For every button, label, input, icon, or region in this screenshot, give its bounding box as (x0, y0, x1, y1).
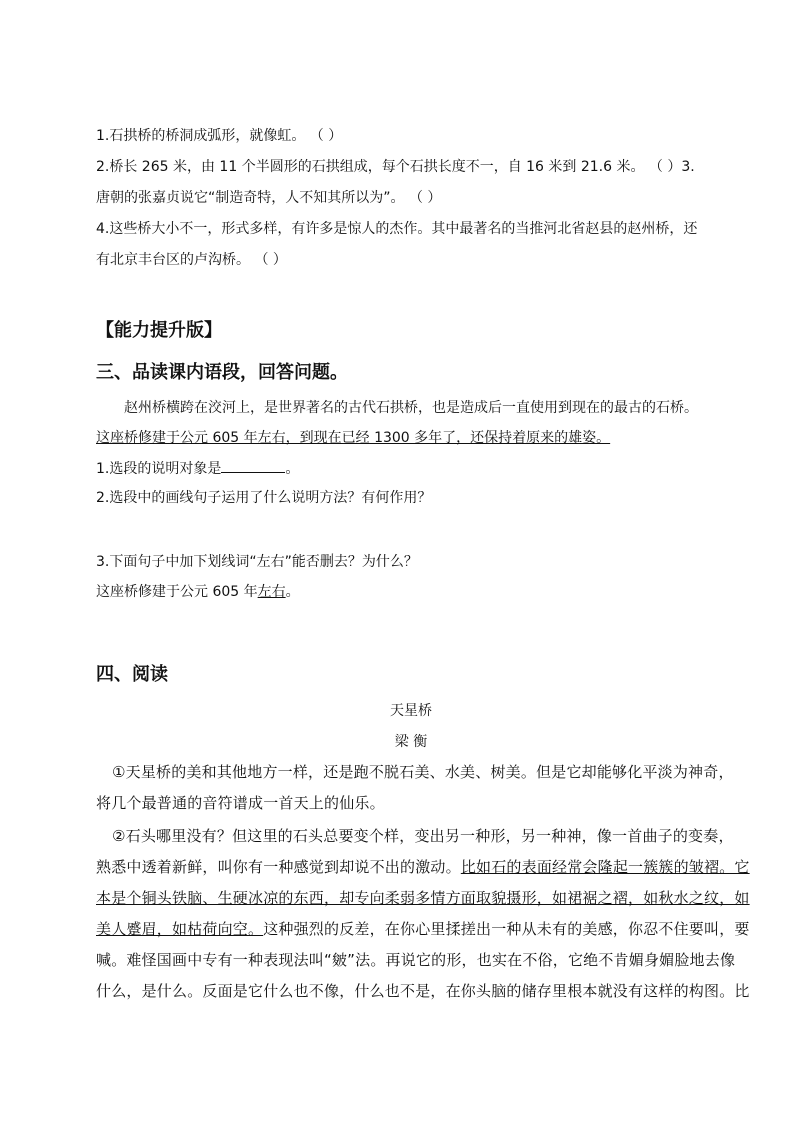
paragraph2-line5: 喊。难怪国画中专有一种表现法叫“皴”法。再说它的形，也实在不俗，它绝不肯媚身媚脸地去像 (96, 951, 736, 969)
paragraph1-line1: ①天星桥的美和其他地方一样，还是跑不脱石美、水美、树美。但是它却能够化平淡为神奇， (112, 763, 734, 781)
p2-line4-plain: 这种强烈的反差，在你心里揉搓出一种从未有的美感，你忍不住要叫，要 (263, 920, 750, 938)
question-2-2: 2.桥长 265 米，由 11 个半圆形的石拱组成，每个石拱长度不一，自 16 米到 21.6 米。 （ ）3. (96, 159, 695, 175)
p2-line3-underlined: 本是个铜头铁脑、生硬冰凉的东西，却专向柔弱多情方面取貌摄形，如裙裾之褶，如秋水之纹，如 (96, 889, 750, 907)
question-2-4-line1: 4.这些桥大小不一，形式多样，有许多是惊人的杰作。其中最著名的当推河北省赵县的赵州桥，还 (96, 221, 698, 237)
question-2-1: 1.石拱桥的桥洞成弧形，就像虹。 （ ） (96, 128, 343, 144)
paragraph2-line1: ②石头哪里没有？但这里的石头总要变个样，变出另一种形，另一种神，像一首曲子的变奏， (112, 827, 734, 845)
p2-line2-plain: 熟悉中透着新鲜，叫你有一种感觉到却说不出的激动。 (96, 858, 461, 876)
q3-sentence-text: 这座桥修建于公元 605 年 (96, 584, 258, 600)
section-ability-title: 【能力提升版】 (96, 320, 222, 341)
paragraph2-line2 (96, 857, 750, 877)
section3-passage-line1: 赵州桥横跨在洨河上，是世界著名的古代石拱桥，也是造成后一直使用到现在的最古的石桥。 (124, 400, 698, 416)
paragraph2-line6: 什么，是什么。反面是它什么也不像，什么也不是，在你头脑的储存里根本就没有这样的构图。比 (96, 982, 750, 1000)
question-2-3: 唐朝的张嘉贞说它“制造奇特，人不知其所以为”。 （ ） (96, 190, 442, 206)
p2-line4-underlined: 美人蹙眉，如枯荷向空。 (96, 920, 264, 938)
q3-underlined-word: 左右 (257, 584, 286, 600)
question-2-4-line2: 有北京丰台区的卢沟桥。 （ ） (96, 252, 287, 268)
section3-passage-line2-wrap (96, 428, 701, 448)
article-author: 梁 衡 (394, 734, 428, 750)
section3-passage-underlined: 这座桥修建于公元 605 年左右，到现在已经 1300 多年了，还保持着原来的雄姿。 (96, 430, 611, 446)
q3-sentence-tail: 。 (285, 584, 300, 600)
answer-blank[interactable] (221, 458, 285, 473)
section3-question3: 3.下面句子中加下划线词“左右”能否删去？为什么？ (96, 554, 418, 570)
section4-heading: 四、阅读 (96, 664, 168, 685)
section3-heading: 三、品读课内语段，回答问题。 (96, 362, 348, 383)
q1-tail: 。 (285, 461, 300, 477)
section3-question1 (96, 458, 701, 479)
section3-question2: 2.选段中的画线句子运用了什么说明方法？有何作用？ (96, 490, 432, 506)
section3-question3-sentence (96, 582, 701, 602)
paragraph2-line3 (96, 888, 750, 908)
article-title: 天星桥 (390, 703, 432, 719)
paragraph1-line2: 将几个最普通的音符谱成一首天上的仙乐。 (96, 794, 385, 812)
paragraph2-line4 (96, 919, 750, 939)
q1-text: 1.选段的说明对象是 (96, 461, 222, 477)
p2-line2-underlined: 比如石的表面经常会隆起一簇簇的皱褶。它 (460, 858, 750, 876)
